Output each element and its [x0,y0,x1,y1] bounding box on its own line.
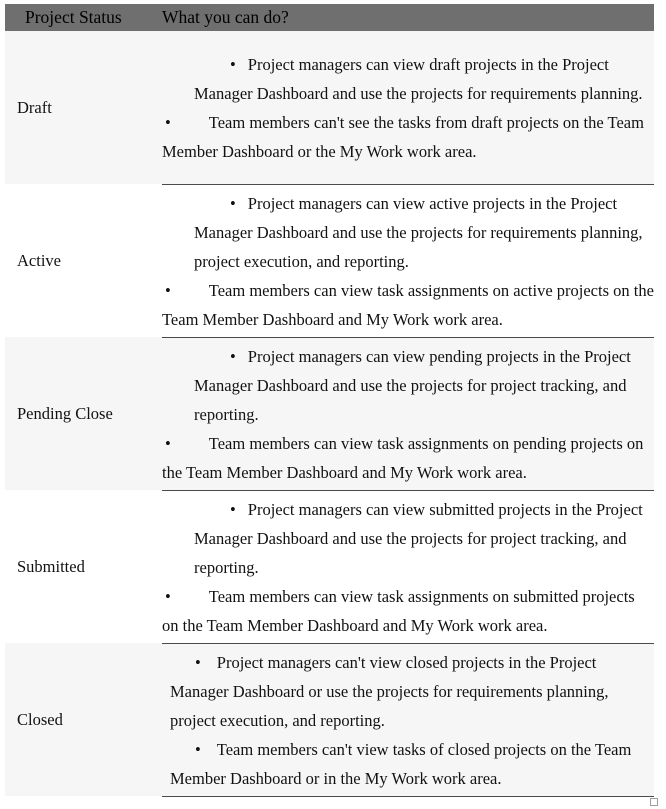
bullet-icon: • [165,280,171,300]
bullet-icon: • [230,499,236,519]
status-label: Submitted [17,556,85,576]
bullet-text: Team members can view task assignments on active projects on the Team Member Dashboard and My Work work area. [162,280,654,329]
bullet-icon: • [230,193,236,213]
bullet-icon: • [195,652,201,672]
bullet-icon: • [230,346,236,366]
bullet-text: Team members can view task assignments on submitted projects on the Team Member Dashboard and My Work work area. [162,586,635,635]
bullet-icon: • [195,739,201,759]
header-cell-project-status: Project Status [25,7,122,27]
table-row-closed [5,643,654,796]
bullet-item [162,582,654,640]
bullet-item [162,189,654,276]
status-label: Draft [17,97,52,117]
table-row-pending-close [5,337,654,490]
bullet-item [162,495,654,582]
bullet-item [162,735,654,793]
bullet-text: Project managers can't view closed projects in the Project Manager Dashboard or use the projects for requirements planning, project execution, and reporting. [170,652,609,730]
status-label: Active [17,250,61,270]
header-cell-what-you-can-do: What you can do? [162,7,289,27]
bullet-item [162,648,654,735]
description-cell [162,184,654,337]
bullet-text: Team members can't see the tasks from draft projects on the Team Member Dashboard or the My Work work area. [162,112,644,161]
bullet-text: Project managers can view submitted projects in the Project Manager Dashboard and use the projects for project tracking, and reporting. [194,499,643,577]
project-status-table [5,4,654,797]
bullet-icon: • [165,586,171,606]
bullet-text: Team members can view task assignments on pending projects on the Team Member Dashboard and My Work work area. [162,433,644,482]
description-cell [162,643,654,796]
bullet-item [162,50,654,108]
row-separator [162,796,654,797]
bullet-text: Team members can't view tasks of closed projects on the Team Member Dashboard or in the My Work work area. [170,739,632,788]
description-cell [162,490,654,643]
description-cell [162,31,654,184]
table-row-submitted [5,490,654,643]
description-cell [162,337,654,490]
bullet-text: Project managers can view pending projects in the Project Manager Dashboard and use the projects for project tracking, and reporting. [194,346,631,424]
table-row-active [5,184,654,337]
table-row-draft [5,31,654,184]
bullet-text: Project managers can view active projects in the Project Manager Dashboard and use the projects for requirements planning, project execution, and reporting. [194,193,643,271]
table-header-row [5,4,654,31]
bullet-item [162,108,654,166]
bullet-icon: • [165,112,171,132]
bullet-item [162,276,654,334]
status-label: Pending Close [17,403,113,423]
table-resize-handle[interactable] [650,798,658,806]
bullet-item [162,429,654,487]
bullet-icon: • [165,433,171,453]
status-label: Closed [17,709,63,729]
bullet-text: Project managers can view draft projects in the Project Manager Dashboard and use the projects for requirements planning. [194,54,643,103]
bullet-item [162,342,654,429]
bullet-icon: • [230,54,236,74]
